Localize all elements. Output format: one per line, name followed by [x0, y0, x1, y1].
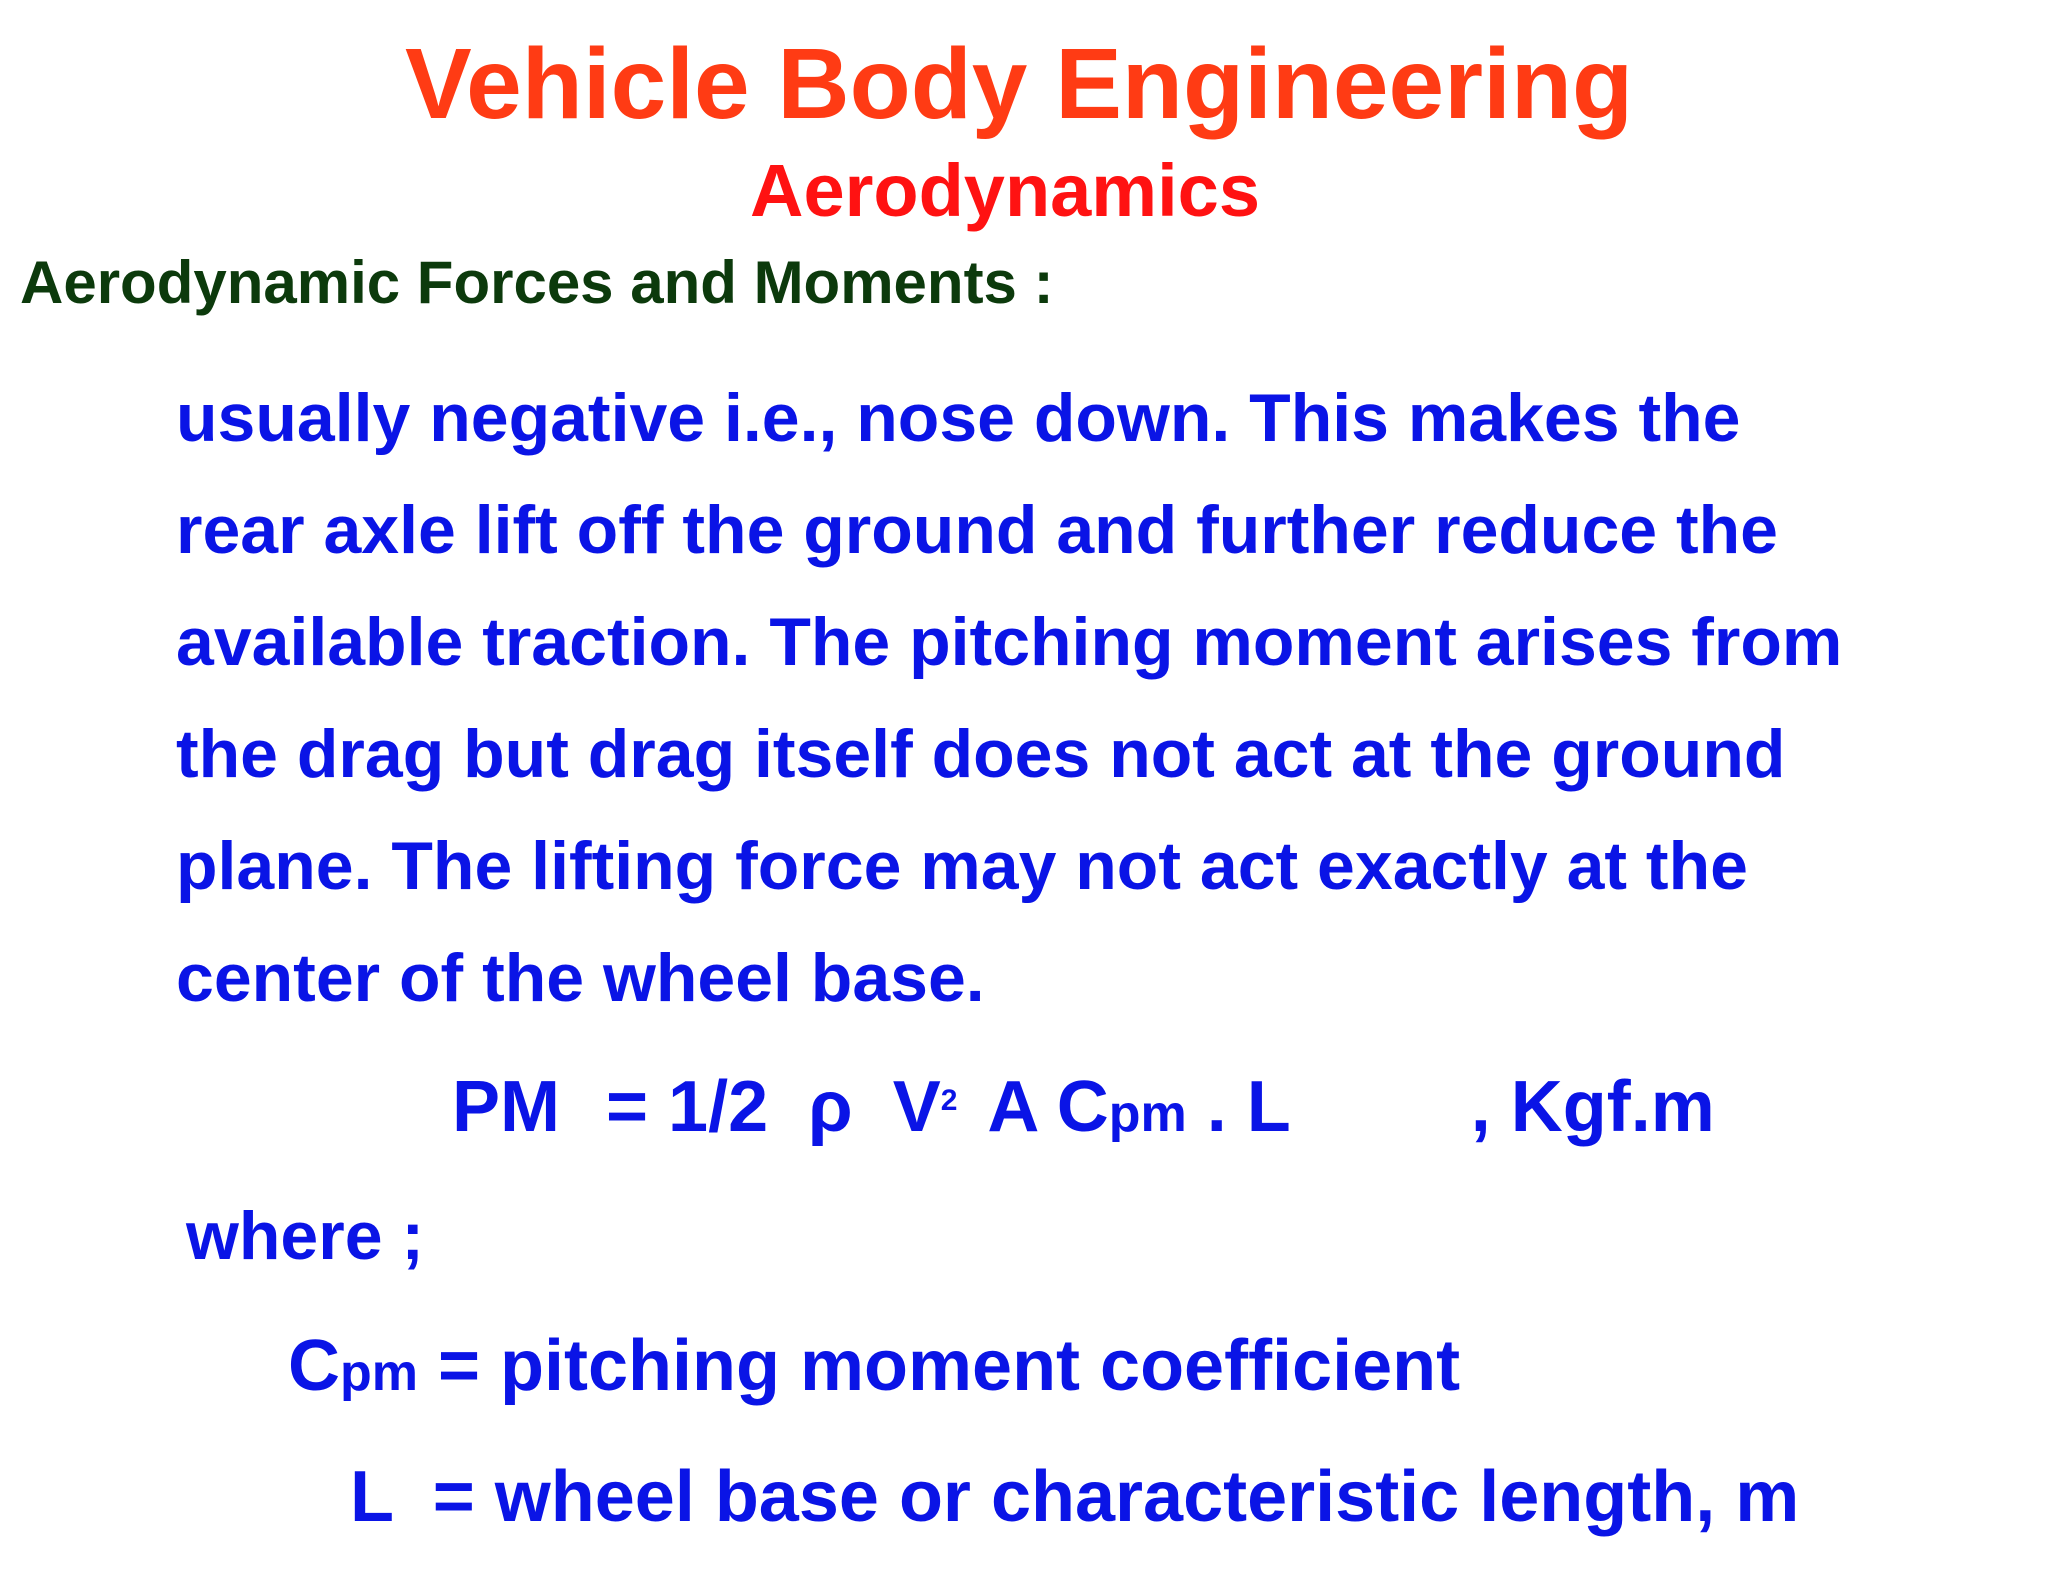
- formula-coefficient-subscript: pm: [1108, 1085, 1187, 1143]
- body-paragraph: [176, 362, 2036, 1034]
- slide-title: Vehicle Body Engineering: [404, 28, 1634, 140]
- definition-cpm: [288, 1324, 1460, 1415]
- definition-l: [350, 1455, 1799, 1539]
- formula-velocity-exponent: 2: [940, 1084, 958, 1117]
- pitching-moment-formula: [452, 1062, 1715, 1159]
- formula-units: , Kgf.m: [1470, 1067, 1715, 1147]
- body-line: usually negative i.e., nose down. This makes the: [176, 380, 1741, 456]
- formula-area-coefficient: A C: [987, 1067, 1109, 1147]
- formula-rho: ρ: [808, 1067, 853, 1147]
- formula-length: . L: [1206, 1067, 1291, 1147]
- body-line: plane. The lifting force may not act exactly at the: [176, 828, 1748, 904]
- body-line: center of the wheel base.: [176, 940, 985, 1016]
- section-heading: Aerodynamic Forces and Moments :: [20, 249, 1054, 316]
- definition-symbol: C: [288, 1326, 340, 1406]
- definition-text: = pitching moment coefficient: [418, 1326, 1461, 1406]
- body-line: the drag but drag itself does not act at the ground: [176, 716, 1786, 792]
- slide-subtitle: Aerodynamics: [750, 149, 1260, 232]
- formula-velocity: V: [892, 1067, 941, 1147]
- formula-lhs: PM: [452, 1067, 560, 1147]
- formula-equals: = 1/2: [606, 1067, 769, 1147]
- definition-symbol: L: [350, 1457, 393, 1537]
- body-line: available traction. The pitching moment arises from: [176, 604, 1843, 680]
- definition-text: = wheel base or characteristic length, m: [392, 1457, 1800, 1537]
- where-label: where ;: [186, 1198, 425, 1274]
- body-line: rear axle lift off the ground and further reduce the: [176, 492, 1778, 568]
- definition-symbol-subscript: pm: [340, 1344, 418, 1402]
